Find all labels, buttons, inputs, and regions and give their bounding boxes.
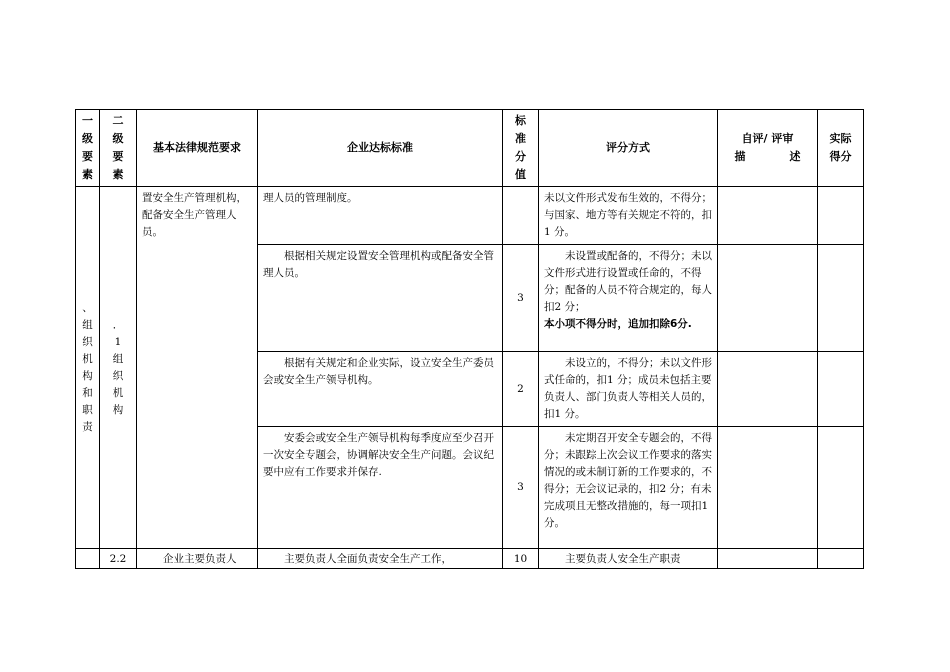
standard-cell: 根据有关规定和企业实际，设立安全生产委员会或安全生产领导机构。 bbox=[258, 352, 503, 427]
law-cell: 置安全生产管理机构，配备安全生产管理人员。 bbox=[137, 187, 258, 549]
actual-score-cell bbox=[818, 245, 864, 352]
method-text: 未设置或配备的，不得分；未以文件形式进行设置或任命的，不得分；配备的人员不符合规定的，每人扣2 分； bbox=[544, 250, 712, 313]
header-self-eval-b: 描 述 bbox=[734, 150, 801, 163]
standard-cell: 安委会或安全生产领导机构每季度应至少召开一次安全专题会，协调解决安全生产问题。会议纪要中应有工作要求并保存. bbox=[258, 427, 503, 549]
standard-cell: 主要负责人全面负责安全生产工作， bbox=[258, 549, 503, 569]
law-cell: 企业主要负责人 bbox=[137, 549, 258, 569]
table-row bbox=[76, 549, 864, 569]
score-cell: 3 bbox=[503, 427, 539, 549]
header-row bbox=[76, 110, 864, 187]
level1-cell bbox=[76, 549, 100, 569]
header-method: 评分方式 bbox=[539, 110, 718, 187]
header-self-eval-a: 自评/ 评审 bbox=[741, 132, 794, 145]
standard-cell: 理人员的管理制度。 bbox=[258, 187, 503, 245]
method-cell bbox=[539, 245, 718, 352]
score-cell bbox=[503, 187, 539, 245]
self-eval-cell bbox=[718, 245, 818, 352]
header-actual: 实际得分 bbox=[818, 110, 864, 187]
actual-score-cell bbox=[818, 352, 864, 427]
self-eval-cell bbox=[718, 549, 818, 569]
standards-table bbox=[75, 109, 864, 569]
method-cell: 未设立的，不得分；未以文件形式任命的，扣1 分；成员未包括主要负责人、部门负责人等相关人员的，扣1 分。 bbox=[539, 352, 718, 427]
method-bold-note: 本小项不得分时，追加扣除6分. bbox=[544, 318, 692, 330]
method-cell: 未以文件形式发布生效的，不得分；与国家、地方等有关规定不符的，扣1 分。 bbox=[539, 187, 718, 245]
header-level2: 二级要素 bbox=[100, 110, 137, 187]
level2-cell: ．1组织机构 bbox=[100, 187, 137, 549]
method-cell: 未定期召开安全专题会的，不得分；未跟踪上次会议工作要求的落实情况的或未制订新的工作要求的，不得分；无会议记录的，扣2 分；有未完成项且无整改措施的，每一项扣1 分。 bbox=[539, 427, 718, 549]
score-cell: 2 bbox=[503, 352, 539, 427]
header-self-eval bbox=[718, 110, 818, 187]
header-level1: 一级要素 bbox=[76, 110, 100, 187]
self-eval-cell bbox=[718, 187, 818, 245]
self-eval-cell bbox=[718, 427, 818, 549]
score-cell: 10 bbox=[503, 549, 539, 569]
score-cell: 3 bbox=[503, 245, 539, 352]
header-score: 标准分值 bbox=[503, 110, 539, 187]
level1-cell: 、组织机构和职责 bbox=[76, 187, 100, 549]
actual-score-cell bbox=[818, 187, 864, 245]
header-law: 基本法律规范要求 bbox=[137, 110, 258, 187]
level2-cell: 2.2 bbox=[100, 549, 137, 569]
table-row bbox=[76, 187, 864, 245]
method-cell: 主要负责人安全生产职责 bbox=[539, 549, 718, 569]
header-standard: 企业达标标准 bbox=[258, 110, 503, 187]
self-eval-cell bbox=[718, 352, 818, 427]
actual-score-cell bbox=[818, 427, 864, 549]
actual-score-cell bbox=[818, 549, 864, 569]
standard-cell: 根据相关规定设置安全管理机构或配备安全管理人员。 bbox=[258, 245, 503, 352]
